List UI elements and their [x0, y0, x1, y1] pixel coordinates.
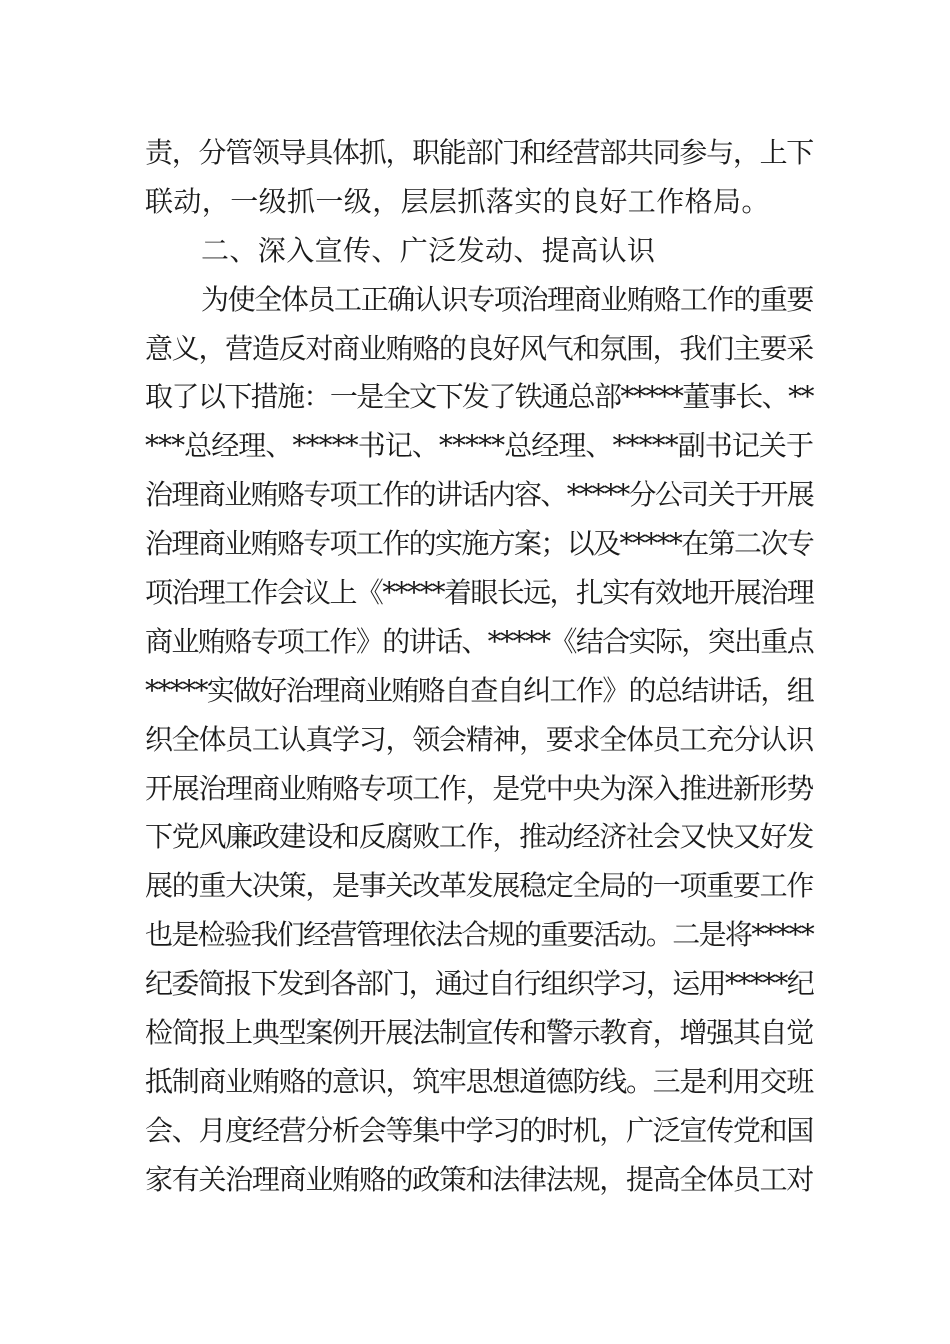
- text-line-20: 抵制商业贿赂的意识，筑牢思想道德防线。三是利用交班: [145, 1064, 814, 1098]
- text-line-11: 商业贿赂专项工作》的讲话、*****《结合实际，突出重点: [145, 624, 814, 658]
- body-text: [145, 129, 813, 1205]
- text-line-21: 会、月度经营分析会等集中学习的时机，广泛宣传党和国: [145, 1113, 814, 1147]
- text-line-14: 开展治理商业贿赂专项工作，是党中央为深入推进新形势: [145, 771, 814, 805]
- text-line-2: 联动，一级抓一级，层层抓落实的良好工作格局。: [145, 184, 770, 218]
- text-line-5: 意义，营造反对商业贿赂的良好风气和氛围，我们主要采: [145, 331, 814, 365]
- text-line-8: 治理商业贿赂专项工作的讲话内容、*****分公司关于开展: [145, 478, 814, 512]
- text-line-18: 纪委简报下发到各部门，通过自行组织学习，运用*****纪: [145, 967, 814, 1001]
- text-line-17: 也是检验我们经营管理依法合规的重要活动。二是将*****: [145, 918, 814, 952]
- text-line-16: 展的重大决策，是事关改革发展稳定全局的一项重要工作: [145, 869, 814, 903]
- text-line-12: *****实做好治理商业贿赂自查自纠工作》的总结讲话，组: [145, 673, 814, 707]
- paragraph-start-line: 为使全体员工正确认识专项治理商业贿赂工作的重要: [201, 282, 814, 316]
- text-line-10: 项治理工作会议上《*****着眼长远，扎实有效地开展治理: [145, 576, 814, 610]
- text-line-7: ***总经理、*****书记、*****总经理、*****副书记关于: [145, 429, 814, 463]
- text-line-6: 取了以下措施：一是全文下发了铁通总部*****董事长、**: [145, 380, 813, 414]
- text-line-13: 织全体员工认真学习，领会精神，要求全体员工充分认识: [145, 722, 814, 756]
- text-line-22: 家有关治理商业贿赂的政策和法律法规，提高全体员工对: [145, 1162, 814, 1196]
- section-heading: 二、深入宣传、广泛发动、提高认识: [201, 233, 656, 267]
- text-line-1: 责，分管领导具体抓，职能部门和经营部共同参与，上下: [145, 136, 814, 169]
- text-line-19: 检简报上典型案例开展法制宣传和警示教育，增强其自觉: [145, 1016, 814, 1050]
- text-line-15: 下党风廉政建设和反腐败工作，推动经济社会又快又好发: [145, 820, 814, 854]
- text-line-9: 治理商业贿赂专项工作的实施方案；以及*****在第二次专: [145, 527, 814, 561]
